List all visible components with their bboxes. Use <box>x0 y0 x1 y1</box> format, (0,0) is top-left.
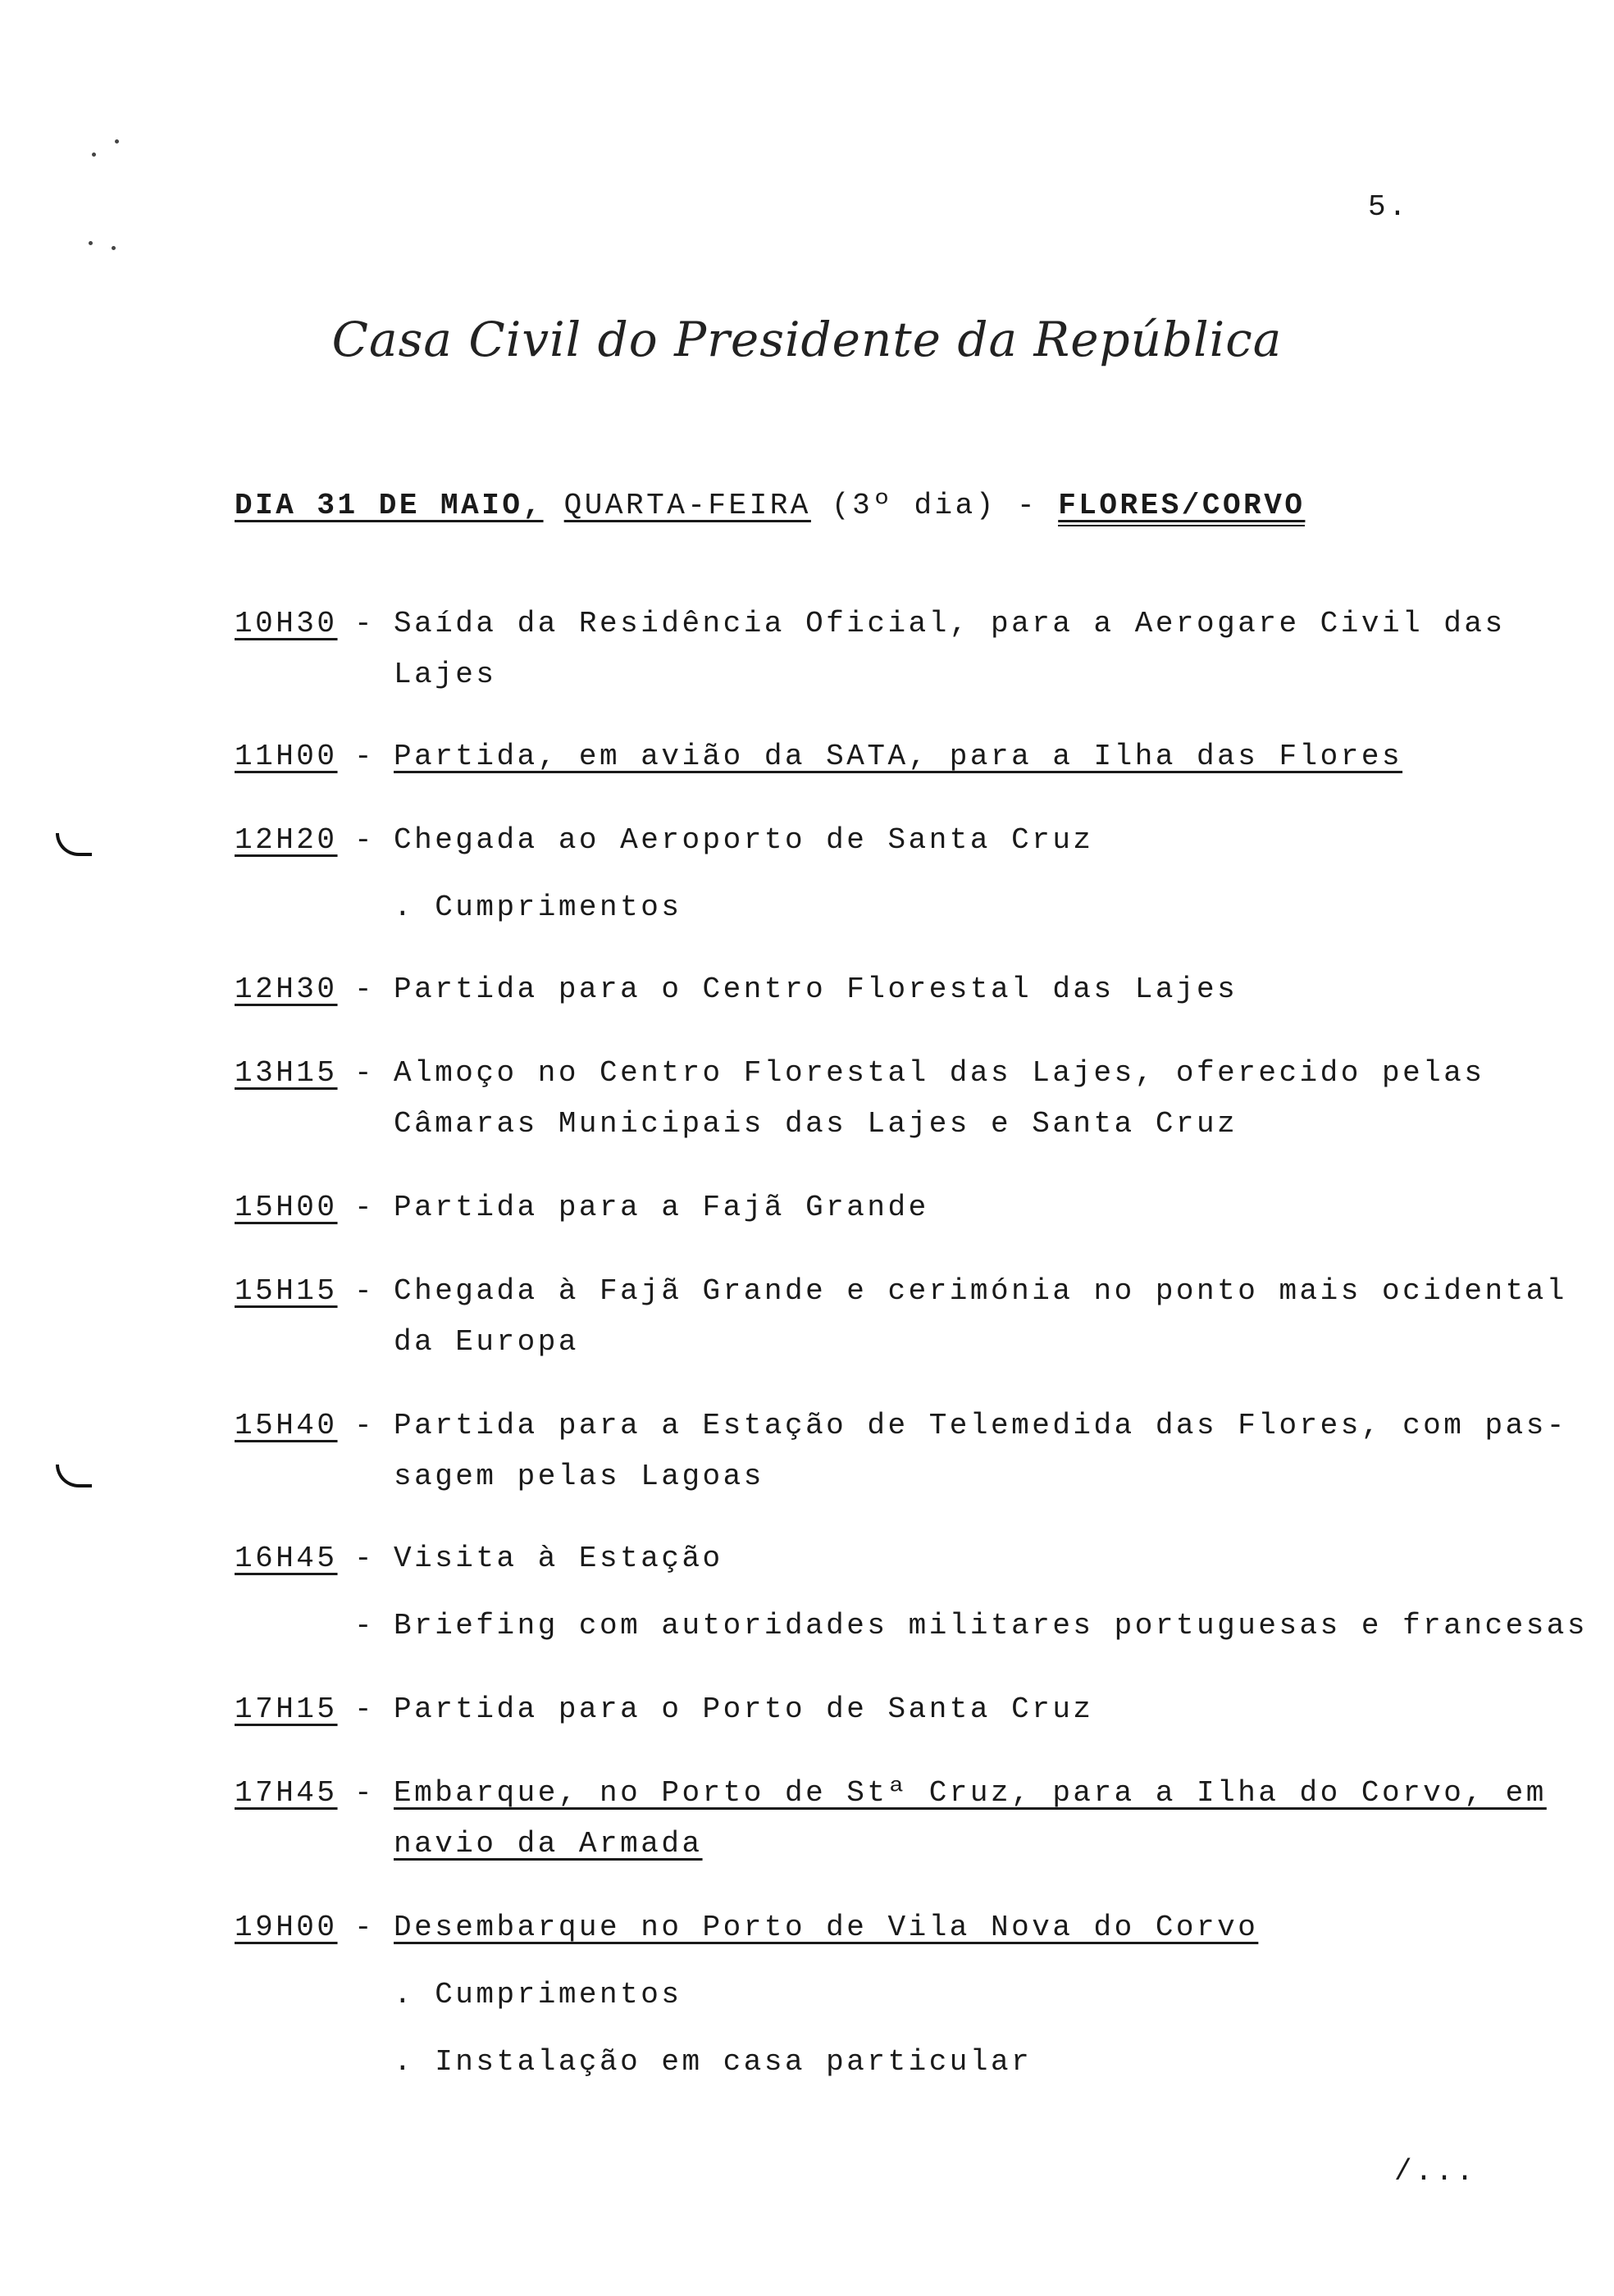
schedule-description-continued: sagem pelas Lagoas <box>394 1460 764 1493</box>
continuation-mark: /... <box>1394 2155 1477 2189</box>
schedule-dash: - <box>354 973 376 1006</box>
margin-mark <box>56 1465 92 1487</box>
schedule-description: Visita à Estação <box>394 1542 723 1575</box>
schedule-time: 17H45 <box>235 1776 338 1810</box>
schedule-time: 12H30 <box>235 973 338 1006</box>
schedule-dash: - <box>354 1776 376 1810</box>
schedule-description: Chegada ao Aeroporto de Santa Cruz <box>394 823 1094 857</box>
schedule-subitem: . Cumprimentos <box>394 1978 682 2011</box>
heading-date: DIA 31 DE MAIO, <box>235 489 544 522</box>
schedule-description-continued: navio da Armada <box>394 1827 703 1861</box>
day-heading <box>235 489 1305 522</box>
schedule-description: Briefing com autoridades militares portuguesas e francesas <box>394 1609 1589 1642</box>
schedule-description-continued: Câmaras Municipais das Lajes e Santa Cruz <box>394 1107 1238 1141</box>
schedule-time: 11H00 <box>235 740 338 773</box>
schedule-dash: - <box>354 740 376 773</box>
schedule-description: Chegada à Fajã Grande e cerimónia no ponto mais ocidental <box>394 1274 1567 1308</box>
schedule-time: 19H00 <box>235 1911 338 1944</box>
schedule-dash: - <box>354 1911 376 1944</box>
schedule-description: Saída da Residência Oficial, para a Aerogare Civil das <box>394 607 1506 640</box>
scan-speck <box>92 153 96 157</box>
schedule-dash: - <box>354 1191 376 1224</box>
heading-destination: FLORES/CORVO <box>1058 489 1305 526</box>
schedule-dash: - <box>354 1542 376 1575</box>
schedule-description: Partida, em avião da SATA, para a Ilha das Flores <box>394 740 1403 773</box>
margin-mark <box>56 833 92 856</box>
schedule-dash: - <box>354 1056 376 1090</box>
schedule-description: Almoço no Centro Florestal das Lajes, oferecido pelas <box>394 1056 1485 1090</box>
letterhead: Casa Civil do Presidente da República <box>331 312 1283 367</box>
schedule-time: 16H45 <box>235 1542 338 1575</box>
schedule-description: Partida para a Estação de Telemedida das Flores, com pas- <box>394 1409 1567 1442</box>
schedule-description-continued: Lajes <box>394 658 497 691</box>
schedule-dash: - <box>354 1692 376 1726</box>
schedule-dash: - <box>354 823 376 857</box>
schedule-description: Partida para o Centro Florestal das Lajes <box>394 973 1238 1006</box>
schedule-time: 15H15 <box>235 1274 338 1308</box>
scan-speck <box>112 246 116 250</box>
schedule-description: Partida para a Fajã Grande <box>394 1191 929 1224</box>
schedule-description: Desembarque no Porto de Vila Nova do Corvo <box>394 1911 1259 1944</box>
schedule-time: 13H15 <box>235 1056 338 1090</box>
schedule-dash: - <box>354 1274 376 1308</box>
heading-day-count: (3º dia) - <box>832 489 1038 522</box>
page-number: 5. <box>1368 190 1410 224</box>
schedule-dash: - <box>354 607 376 640</box>
schedule-time: 12H20 <box>235 823 338 857</box>
schedule-time: 15H00 <box>235 1191 338 1224</box>
schedule-subitem: . Instalação em casa particular <box>394 2045 1033 2079</box>
schedule-time: 15H40 <box>235 1409 338 1442</box>
schedule-subitem: . Cumprimentos <box>394 891 682 924</box>
heading-weekday: QUARTA-FEIRA <box>563 489 811 522</box>
schedule-dash: - <box>354 1609 376 1642</box>
schedule-description: Partida para o Porto de Santa Cruz <box>394 1692 1094 1726</box>
scan-speck <box>89 241 93 245</box>
schedule-dash: - <box>354 1409 376 1442</box>
schedule-description: Embarque, no Porto de Stª Cruz, para a Ilha do Corvo, em <box>394 1776 1547 1810</box>
schedule-time: 17H15 <box>235 1692 338 1726</box>
schedule-description-continued: da Europa <box>394 1325 579 1359</box>
schedule-time: 10H30 <box>235 607 338 640</box>
scan-speck <box>115 139 119 144</box>
